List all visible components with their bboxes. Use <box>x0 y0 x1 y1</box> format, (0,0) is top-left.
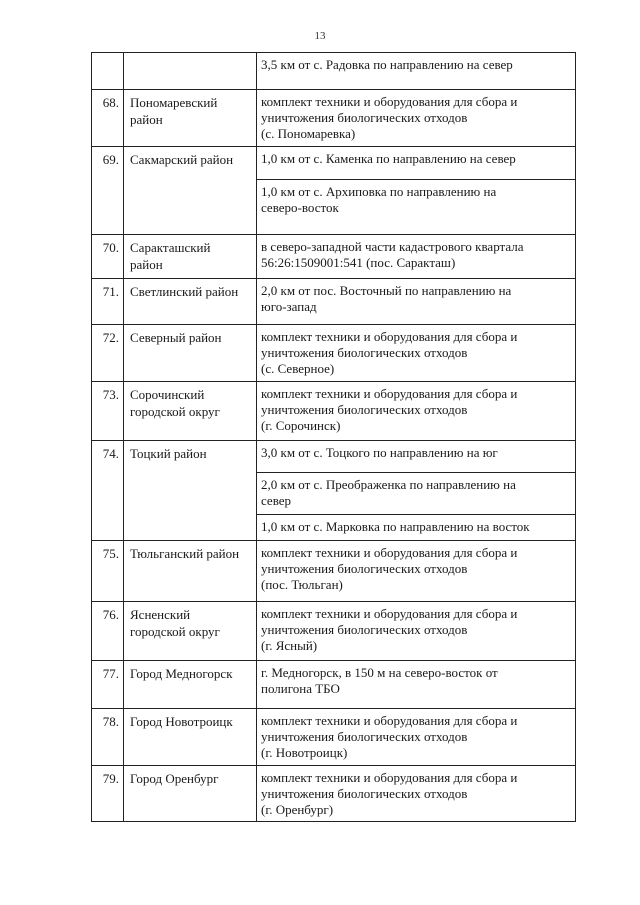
district-name-line: Город Медногорск <box>130 666 233 681</box>
row-number: 79. <box>91 766 123 821</box>
district-name-line: Тоцкий район <box>130 446 207 461</box>
location-text: г. Медногорск, в 150 м на северо-восток от <box>261 665 498 680</box>
location-text: 1,0 км от с. Архиповка по направлению на <box>261 184 497 199</box>
location-text: комплект техники и оборудования для сбора и <box>261 386 518 401</box>
location-cell <box>256 661 576 708</box>
district-name <box>123 147 256 234</box>
location-text: уничтожения биологических отходов <box>261 729 468 744</box>
location-cell <box>256 147 576 234</box>
row-number: 73. <box>91 382 123 440</box>
district-name-line: Город Оренбург <box>130 771 219 786</box>
district-name <box>123 279 256 324</box>
row-number: 70. <box>91 235 123 278</box>
location-entry <box>257 661 575 709</box>
row-number: 78. <box>91 709 123 765</box>
location-text: в северо-западной части кадастрового квартала <box>261 239 524 254</box>
location-entry <box>257 514 575 541</box>
location-text: север <box>261 493 292 508</box>
table-row <box>91 324 576 381</box>
district-name-line: городской округ <box>130 624 220 639</box>
district-name <box>123 541 256 601</box>
district-name-line: Город Новотроицк <box>130 714 233 729</box>
location-entry <box>257 235 575 279</box>
page-number: 13 <box>314 30 326 42</box>
location-entry <box>257 179 575 235</box>
location-text: 3,0 км от с. Тоцкого по направлению на юг <box>261 445 498 460</box>
location-text: северо-восток <box>261 200 339 215</box>
district-name-line: район <box>130 112 163 127</box>
location-entry <box>257 325 575 382</box>
row-number: 74. <box>91 441 123 540</box>
location-cell <box>256 709 576 765</box>
location-cell <box>256 325 576 381</box>
row-number: 69. <box>91 147 123 234</box>
location-entry <box>257 541 575 602</box>
location-text: уничтожения биологических отходов <box>261 345 468 360</box>
location-entry <box>257 441 575 472</box>
table-row <box>91 601 576 660</box>
location-cell <box>256 441 576 540</box>
district-name-line: Ясненский <box>130 607 191 622</box>
location-text: уничтожения биологических отходов <box>261 622 468 637</box>
location-text: (с. Пономаревка) <box>261 126 356 141</box>
row-number: 77. <box>91 661 123 708</box>
table-row <box>91 540 576 601</box>
location-text: уничтожения биологических отходов <box>261 561 468 576</box>
district-name <box>123 382 256 440</box>
location-text: 1,0 км от с. Марковка по направлению на восток <box>261 519 530 534</box>
location-entry <box>257 147 575 179</box>
row-number: 71. <box>91 279 123 324</box>
table-row <box>91 278 576 324</box>
location-cell <box>256 279 576 324</box>
table-row <box>91 708 576 765</box>
location-cell <box>256 90 576 146</box>
table-row <box>91 146 576 234</box>
location-text: (г. Оренбург) <box>261 802 334 817</box>
district-name <box>123 709 256 765</box>
district-name <box>123 90 256 146</box>
location-entry <box>257 90 575 147</box>
location-cell <box>256 382 576 440</box>
district-name-line: городской округ <box>130 404 220 419</box>
location-text: (г. Новотроицк) <box>261 745 348 760</box>
row-number: 68. <box>91 90 123 146</box>
location-text: 56:26:1509001:541 (пос. Саракташ) <box>261 255 456 270</box>
location-entry <box>257 709 575 766</box>
table-row <box>91 765 576 822</box>
table-row <box>91 52 576 89</box>
location-entry <box>257 602 575 661</box>
location-entry <box>257 382 575 441</box>
location-text: уничтожения биологических отходов <box>261 402 468 417</box>
location-text: комплект техники и оборудования для сбора и <box>261 329 518 344</box>
location-text: комплект техники и оборудования для сбора и <box>261 94 518 109</box>
location-text: комплект техники и оборудования для сбора и <box>261 545 518 560</box>
location-entry <box>257 766 575 823</box>
location-text: комплект техники и оборудования для сбора и <box>261 606 518 621</box>
location-cell <box>256 235 576 278</box>
location-cell <box>256 602 576 660</box>
location-text: 3,5 км от с. Радовка по направлению на север <box>261 57 513 72</box>
location-cell <box>256 541 576 601</box>
location-text: уничтожения биологических отходов <box>261 110 468 125</box>
row-number: 72. <box>91 325 123 381</box>
district-name-line: район <box>130 257 163 272</box>
district-name-line: Сорочинский <box>130 387 205 402</box>
district-name-line: Саракташский <box>130 240 211 255</box>
location-text: (г. Ясный) <box>261 638 318 653</box>
location-text: 1,0 км от с. Каменка по направлению на север <box>261 151 516 166</box>
location-text: 2,0 км от пос. Восточный по направлению на <box>261 283 512 298</box>
location-cell <box>256 53 576 89</box>
location-text: комплект техники и оборудования для сбора и <box>261 713 518 728</box>
location-text: (пос. Тюльган) <box>261 577 343 592</box>
location-entry <box>257 53 575 90</box>
district-name <box>123 325 256 381</box>
location-text: юго-запад <box>261 299 317 314</box>
district-name <box>123 441 256 540</box>
location-text: полигона ТБО <box>261 681 340 696</box>
district-name-line: Сакмарский район <box>130 152 234 167</box>
district-name <box>123 602 256 660</box>
location-entry <box>257 279 575 325</box>
district-name <box>123 235 256 278</box>
district-name-line: Пономаревский <box>130 95 218 110</box>
district-name-line: Светлинский район <box>130 284 239 299</box>
district-name <box>123 53 256 89</box>
table-row <box>91 89 576 146</box>
district-name <box>123 766 256 821</box>
facilities-table <box>91 52 576 822</box>
row-number: 75. <box>91 541 123 601</box>
location-text: (с. Северное) <box>261 361 335 376</box>
table-row <box>91 234 576 278</box>
location-text: (г. Сорочинск) <box>261 418 341 433</box>
location-entry <box>257 472 575 514</box>
location-text: комплект техники и оборудования для сбора и <box>261 770 518 785</box>
location-text: 2,0 км от с. Преображенка по направлению на <box>261 477 516 492</box>
district-name-line: Северный район <box>130 330 222 345</box>
table-row <box>91 660 576 708</box>
row-number: 76. <box>91 602 123 660</box>
location-cell <box>256 766 576 821</box>
district-name <box>123 661 256 708</box>
location-text: уничтожения биологических отходов <box>261 786 468 801</box>
row-number <box>91 53 123 89</box>
district-name-line: Тюльганский район <box>130 546 240 561</box>
table-row <box>91 381 576 440</box>
table-row <box>91 440 576 540</box>
